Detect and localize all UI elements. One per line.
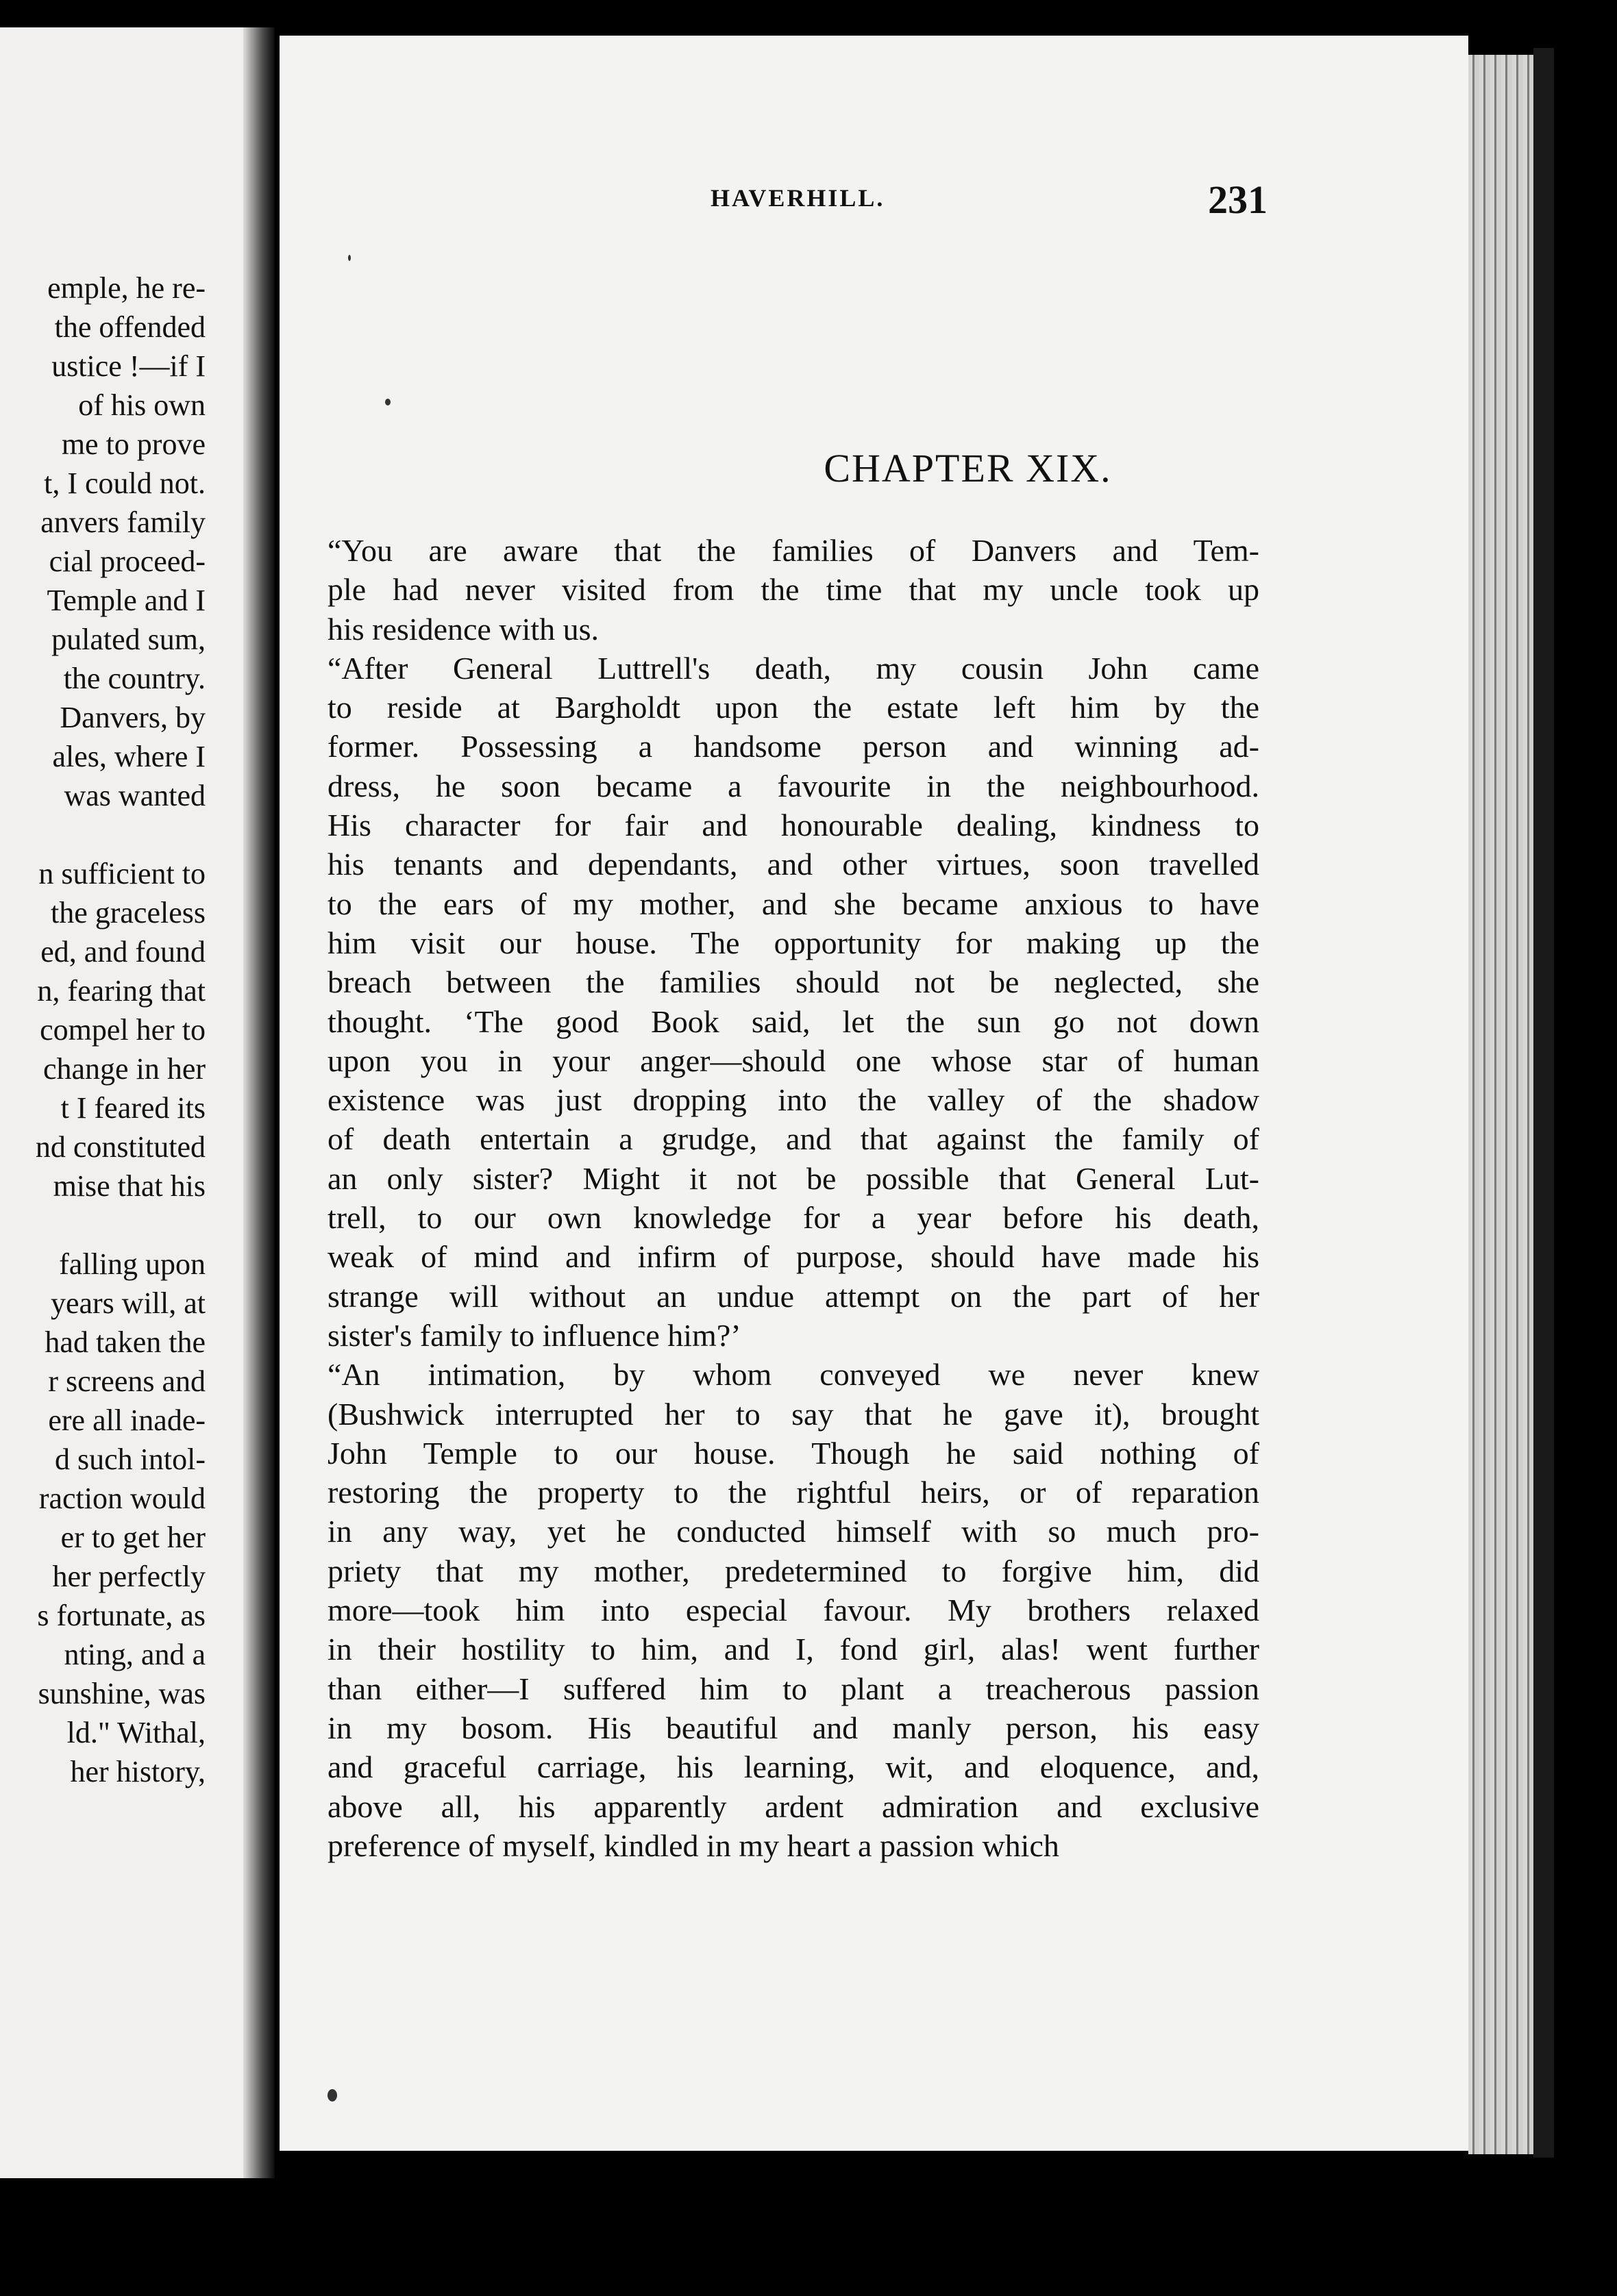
body-text-line: former. Possessing a handsome person and winning ad- [328,729,1259,764]
body-text-line: of death entertain a grudge, and that against the family of [328,1121,1259,1157]
body-text-line: “An intimation, by whom conveyed we never knew [328,1357,1259,1393]
body-text-line: thought. ‘The good Book said, let the sun go not down [328,1003,1259,1039]
left-page-line: change in her [43,1052,206,1086]
left-page-line: falling upon [59,1247,206,1281]
body-text-line: John Temple to our house. Though he said nothing of [328,1435,1259,1471]
left-page-line: n sufficient to [38,857,206,890]
page-edge-shadow [1533,48,1554,2158]
body-text-line: upon you in your anger—should one whose star of human [328,1043,1259,1078]
body-text-line: trell, to our own knowledge for a year before his death, [328,1200,1259,1236]
left-page-fragment [0,27,259,2178]
left-page-text [0,269,206,1791]
left-page-line: the offended [54,310,206,344]
chapter-title: CHAPTER XIX. [824,446,1112,490]
ink-speck [385,399,391,405]
body-text-line: (Bushwick interrupted her to say that he gave it), brought [328,1396,1259,1432]
left-page-line: er to get her [60,1521,206,1554]
body-text-line: “After General Luttrell's death, my cousin John came [328,650,1259,686]
left-page-line: t I feared its [60,1091,206,1125]
left-page-line: ales, where I [52,740,206,773]
left-page-line: emple, he re- [47,271,206,305]
body-text-line: to reside at Bargholdt upon the estate left him by the [328,690,1259,725]
left-page-line: the graceless [51,896,206,929]
body-text-line: an only sister? Might it not be possible that General Lut- [328,1160,1259,1196]
left-page-line: pulated sum, [51,623,206,656]
body-text-line: above all, his apparently ardent admiration and exclusive [328,1788,1259,1824]
left-page-line: cial proceed- [49,545,206,578]
left-page-line: d such intol- [55,1443,206,1476]
ink-speck [348,255,351,261]
left-page-line: sunshine, was [38,1677,206,1710]
body-text-line: dress, he soon became a favourite in the neighbourhood. [328,768,1259,803]
body-text-line: his residence with us. [328,611,600,647]
left-page-line: t, I could not. [44,466,206,500]
body-text-line: priety that my mother, predetermined to forgive him, did [328,1553,1259,1588]
body-text-line: weak of mind and infirm of purpose, should have made his [328,1239,1259,1275]
running-head: HAVERHILL. [711,184,885,212]
left-page-line: Temple and I [47,584,206,617]
book-gutter [243,27,275,2178]
left-page-line: anvers family [40,506,206,539]
left-page-line: ld." Withal, [66,1716,206,1749]
body-text-line: existence was just dropping into the valley of the shadow [328,1082,1259,1118]
left-page-line: was wanted [64,779,206,812]
body-text-line: in my bosom. His beautiful and manly person, his easy [328,1710,1259,1745]
left-page-line: nd constituted [35,1130,206,1164]
left-page-paragraph-gap [0,1206,206,1245]
chapter-heading-row [0,445,1617,491]
left-page-line: her history, [70,1755,206,1788]
left-page-line: had taken the [45,1325,206,1359]
body-text-line: strange will without an undue attempt on the part of her [328,1278,1259,1314]
body-text-line: ple had never visited from the time that my uncle took up [328,572,1259,608]
body-text-line: his tenants and dependants, and other virtues, soon travelled [328,847,1259,882]
left-page-line: her perfectly [52,1560,206,1593]
left-page-line: years will, at [50,1286,206,1320]
left-page-line: of his own [78,388,206,422]
left-page-line: mise that his [53,1169,206,1203]
body-text-line: preference of myself, kindled in my heart a passion which [328,1827,1059,1863]
body-text-line: than either—I suffered him to plant a treacherous passion [328,1671,1259,1706]
body-text-line: “You are aware that the families of Danvers and Tem- [328,533,1259,568]
page-edges [1468,55,1533,2154]
left-page-line: ere all inade- [48,1403,206,1437]
body-text-line: more—took him into especial favour. My brothers relaxed [328,1593,1259,1628]
body-text-line: restoring the property to the rightful heirs, or of reparation [328,1475,1259,1510]
left-page-line: s fortunate, as [37,1599,206,1632]
body-text-line: and graceful carriage, his learning, wit, and eloquence, and, [328,1749,1259,1785]
left-page-line: compel her to [40,1013,206,1047]
left-page-line: nting, and a [64,1638,206,1671]
body-text-line: sister's family to influence him?’ [328,1317,741,1353]
chapter-body-text [328,531,1259,1865]
ink-speck [328,2089,337,2101]
body-text-line: His character for fair and honourable dealing, kindness to [328,808,1259,843]
body-text-line: him visit our house. The opportunity for making up the [328,925,1259,960]
left-page-line: the country. [63,662,206,695]
left-page-line: n, fearing that [37,974,206,1008]
left-page-line: me to prove [61,427,206,461]
left-page-line: Danvers, by [60,701,206,734]
body-text-line: in any way, yet he conducted himself with so much pro- [328,1514,1259,1549]
body-text-line: breach between the families should not be neglected, she [328,964,1259,1000]
left-page-line: raction would [38,1482,206,1515]
left-page-line: ustice !—if I [51,349,206,383]
left-page-line: ed, and found [40,935,206,969]
left-page-paragraph-gap [0,815,206,854]
body-text-line: to the ears of my mother, and she became anxious to have [328,886,1259,921]
page-number: 231 [1208,177,1268,222]
body-text-line: in their hostility to him, and I, fond girl, alas! went further [328,1632,1259,1667]
left-page-line: r screens and [48,1364,206,1398]
